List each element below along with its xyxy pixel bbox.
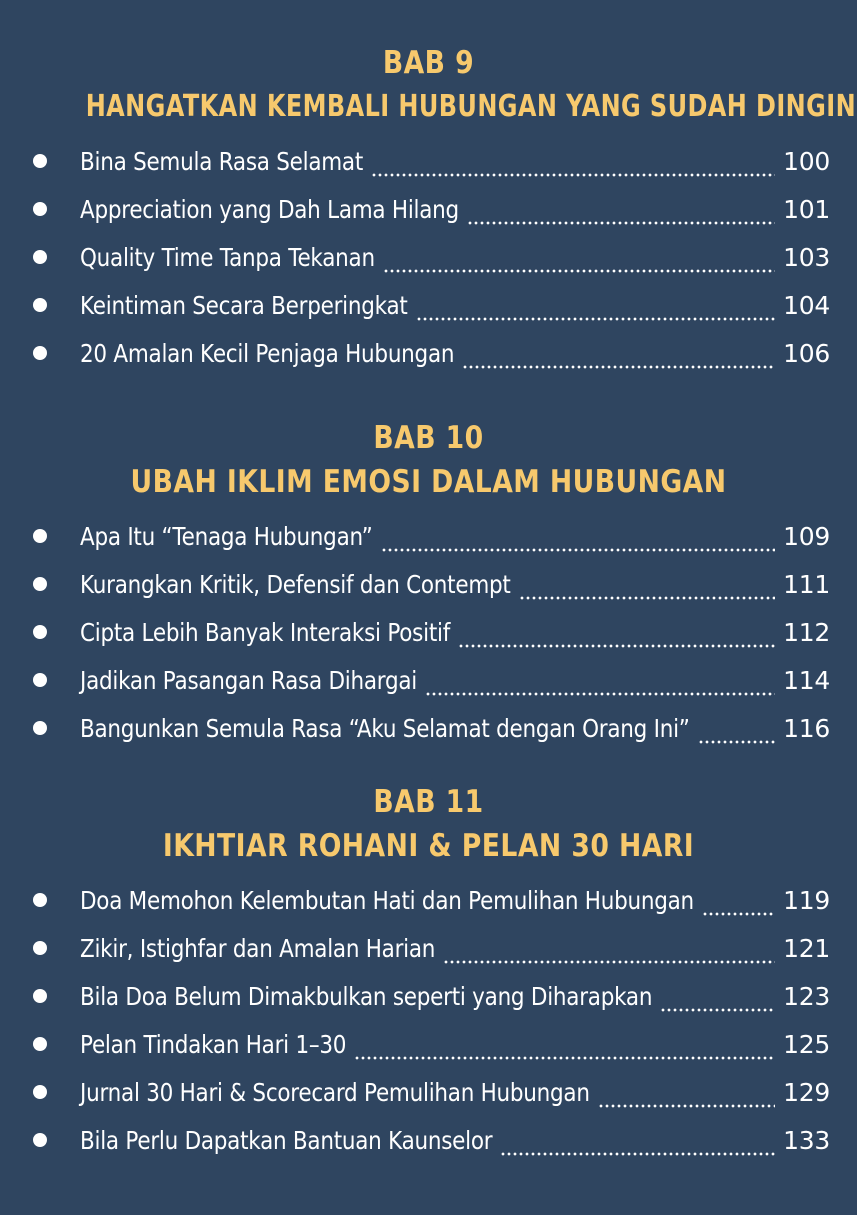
entry-page-number: 109 [783,521,830,551]
toc-entry[interactable] [0,1020,857,1068]
toc-entry[interactable] [0,972,857,1020]
toc-entry[interactable] [0,1068,857,1116]
bullet-icon [33,154,47,168]
chapter-item-list [0,876,857,1164]
bullet-icon [33,625,47,639]
chapter-title: HANGATKAN KEMBALI HUBUNGAN YANG SUDAH DINGIN [85,89,857,124]
dot-leader [443,944,775,964]
toc-entry[interactable] [0,656,857,704]
entry-page-number: 106 [783,338,830,368]
bullet-icon [33,529,47,543]
entry-page-number: 111 [783,569,830,599]
toc-entry[interactable] [0,1116,857,1164]
chapter-number: BAB 9 [382,45,475,81]
chapter-title: IKHTIAR ROHANI & PELAN 30 HARI [162,828,695,864]
bullet-icon [33,346,47,360]
bullet-icon [33,673,47,687]
toc-entry[interactable] [0,560,857,608]
entry-title: Pelan Tindakan Hari 1–30 [80,1029,347,1059]
entry-page-number: 119 [783,885,830,915]
entry-title: Doa Memohon Kelembutan Hati dan Pemulihan Hubungan [80,885,694,915]
chapter-number: BAB 11 [373,784,484,820]
toc-entry[interactable] [0,704,857,752]
dot-leader [660,992,775,1012]
entry-title: Bina Semula Rasa Selamat [80,146,364,176]
dot-leader [416,301,776,321]
entry-title: Bila Doa Belum Dimakbulkan seperti yang Diharapkan [80,981,653,1011]
entry-title: Jadikan Pasangan Rasa Dihargai [80,665,418,695]
toc-entry[interactable] [0,233,857,281]
dot-leader [381,532,776,552]
dot-leader [425,676,775,696]
entry-title: Kurangkan Kritik, Defensif dan Contempt [80,569,511,599]
entry-page-number: 121 [783,933,830,963]
chapter-number: BAB 10 [373,420,484,456]
bullet-icon [33,721,47,735]
bullet-icon [33,202,47,216]
chapter-item-list [0,512,857,752]
entry-page-number: 129 [783,1077,830,1107]
bullet-icon [33,1133,47,1147]
dot-leader [354,1040,775,1060]
dot-leader [500,1136,775,1156]
toc-entry[interactable] [0,281,857,329]
bullet-icon [33,577,47,591]
dot-leader [462,349,775,369]
entry-title: Bila Perlu Dapatkan Bantuan Kaunselor [80,1125,493,1155]
chapter-9 [0,41,857,377]
bullet-icon [33,989,47,1003]
dot-leader [698,724,776,744]
dot-leader [519,580,776,600]
bullet-icon [33,1037,47,1051]
dot-leader [371,157,775,177]
entry-title: Quality Time Tanpa Tekanan [80,242,375,272]
toc-entry[interactable] [0,924,857,972]
toc-entry[interactable] [0,137,857,185]
entry-page-number: 123 [783,981,830,1011]
chapter-11 [0,780,857,1164]
entry-page-number: 112 [783,617,830,647]
entry-page-number: 114 [783,665,830,695]
bullet-icon [33,1085,47,1099]
toc-entry[interactable] [0,329,857,377]
dot-leader [383,253,775,273]
bullet-icon [33,250,47,264]
entry-page-number: 125 [783,1029,830,1059]
entry-title: Appreciation yang Dah Lama Hilang [80,194,459,224]
toc-entry[interactable] [0,512,857,560]
entry-page-number: 100 [783,146,830,176]
dot-leader [458,628,775,648]
entry-title: Jurnal 30 Hari & Scorecard Pemulihan Hubungan [80,1077,590,1107]
entry-page-number: 116 [783,713,830,743]
entry-title: Cipta Lebih Banyak Interaksi Positif [80,617,451,647]
chapter-item-list [0,137,857,377]
toc-entry[interactable] [0,608,857,656]
entry-page-number: 103 [783,242,830,272]
entry-page-number: 101 [783,194,830,224]
entry-title: 20 Amalan Kecil Penjaga Hubungan [80,338,455,368]
dot-leader [702,896,775,916]
bullet-icon [33,298,47,312]
chapter-title: UBAH IKLIM EMOSI DALAM HUBUNGAN [130,464,727,500]
toc-entry[interactable] [0,185,857,233]
entry-title: Apa Itu “Tenaga Hubungan” [80,521,373,551]
dot-leader [598,1088,775,1108]
chapter-10 [0,416,857,752]
entry-page-number: 104 [783,290,830,320]
bullet-icon [33,941,47,955]
bullet-icon [33,893,47,907]
entry-title: Bangunkan Semula Rasa “Aku Selamat dengan Orang Ini” [80,713,690,743]
entry-title: Keintiman Secara Berperingkat [80,290,408,320]
toc-entry[interactable] [0,876,857,924]
entry-title: Zikir, Istighfar dan Amalan Harian [80,933,436,963]
entry-page-number: 133 [783,1125,830,1155]
dot-leader [467,205,775,225]
